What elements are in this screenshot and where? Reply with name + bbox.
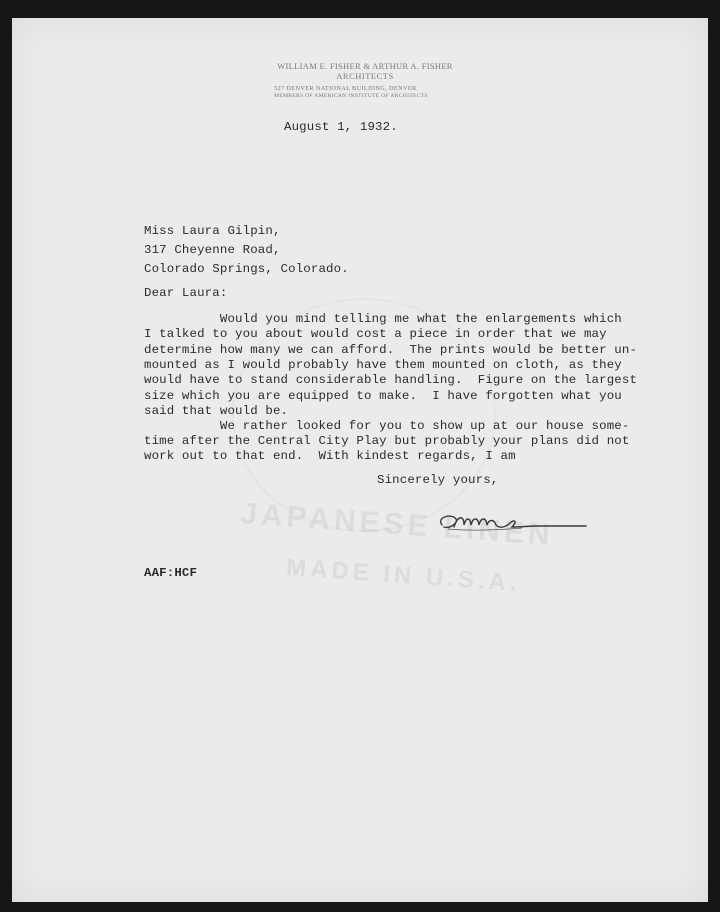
recipient-city: Colorado Springs, Colorado. [144, 262, 349, 276]
body-line: mounted as I would probably have them mounted on cloth, as they [144, 358, 622, 372]
body-line: size which you are equipped to make. I have forgotten what you [144, 389, 622, 403]
body-line: would have to stand considerable handling. Figure on the largest [144, 373, 638, 387]
closing: Sincerely yours, [377, 473, 499, 487]
letterhead-address: 527 DENVER NATIONAL BUILDING, DENVER [274, 85, 417, 92]
watermark-line-2: MADE IN U.S.A. [285, 553, 522, 598]
body-line: work out to that end. With kindest regards, I am [144, 449, 516, 463]
body-line: time after the Central City Play but probably your plans did not [144, 434, 630, 448]
handwritten-signature [430, 511, 590, 537]
recipient-name: Miss Laura Gilpin, [144, 224, 281, 238]
letter-page [12, 18, 708, 902]
body-line: determine how many we can afford. The prints would be better un- [144, 343, 638, 357]
letterhead-membership: MEMBERS OF AMERICAN INSTITUTE OF ARCHITECTS [274, 93, 428, 99]
typist-initials: AAF:HCF [144, 566, 198, 580]
body-line: I talked to you about would cost a piece in order that we may [144, 327, 607, 341]
letterhead [260, 61, 470, 100]
letterhead-role: ARCHITECTS [336, 71, 394, 81]
letterhead-names: WILLIAM E. FISHER & ARTHUR A. FISHER [277, 61, 453, 71]
body-line: said that would be. [144, 404, 289, 418]
letter-date: August 1, 1932. [284, 120, 398, 134]
salutation: Dear Laura: [144, 286, 228, 300]
recipient-street: 317 Cheyenne Road, [144, 243, 281, 257]
body-line: We rather looked for you to show up at our house some- [144, 419, 630, 433]
body-line: Would you mind telling me what the enlargements which [144, 312, 622, 326]
watermark-line-1: JAPANESE LINEN [239, 497, 555, 552]
